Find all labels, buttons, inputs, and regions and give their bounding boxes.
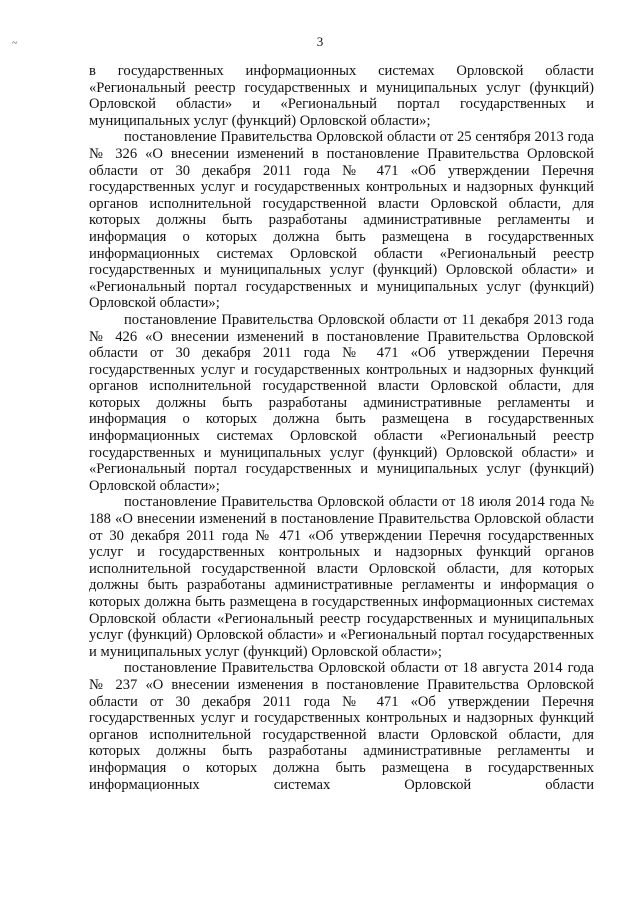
paragraph: в государственных информационных системах Орловской области «Региональный реестр государственных и муниципальных услуг (функций) Орловской области» и «Региональный портал государственных и муниципальных услуг (функций) Орловской области»; (89, 63, 594, 129)
paragraph: постановление Правительства Орловской области от 18 августа 2014 года № 237 «О внесении изменения в постановление Правительства Орловской области от 30 декабря 2011 года № 471 «Об утверждении Перечня государственных услуг и государственных контрольных и надзорных функций органов исполнительной государственной власти Орловской области, для которых должны быть разработаны административные регламенты и информация о которых должна быть размещена в государственных информационных системах Орловской области (89, 660, 594, 793)
paragraph: постановление Правительства Орловской области от 11 декабря 2013 года № 426 «О внесении изменений в постановление Правительства Орловской области от 30 декабря 2011 года № 471 «Об утверждении Перечня государственных услуг и государственных контрольных и надзорных функций органов исполнительной государственной власти Орловской области, для которых должны быть разработаны административные регламенты и информация о которых должна быть размещена в государственных информационных системах Орловской области «Региональный реестр государственных и муниципальных услуг (функций) Орловской области» и «Региональный портал государственных и муниципальных услуг (функций) Орловской области»; (89, 311, 594, 494)
page-number: 3 (316, 34, 324, 49)
margin-mark: ~ (12, 38, 18, 49)
paragraph: постановление Правительства Орловской области от 18 июля 2014 года № 188 «О внесении изменений в постановление Правительства Орловской области от 30 декабря 2011 года № 471 «Об утверждении Перечня государственных услуг и государственных контрольных и надзорных функций органов исполнительной государственной власти Орловской области, для которых должны быть разработаны административные регламенты и информация о которых должна быть размещена в государственных информационных системах Орловской области «Региональный реестр государственных и муниципальных услуг (функций) Орловской области» и «Региональный портал государственных и муниципальных услуг (функций) Орловской области»; (89, 494, 594, 660)
document-body (89, 63, 594, 793)
paragraph: постановление Правительства Орловской области от 25 сентября 2013 года № 326 «О внесении изменений в постановление Правительства Орловской области от 30 декабря 2011 года № 471 «Об утверждении Перечня государственных услуг и государственных контрольных и надзорных функций органов исполнительной государственной власти Орловской области, для которых должны быть разработаны административные регламенты и информация о которых должна быть размещена в государственных информационных системах Орловской области «Региональный реестр государственных и муниципальных услуг (функций) Орловской области» и «Региональный портал государственных и муниципальных услуг (функций) Орловской области»; (89, 129, 594, 312)
